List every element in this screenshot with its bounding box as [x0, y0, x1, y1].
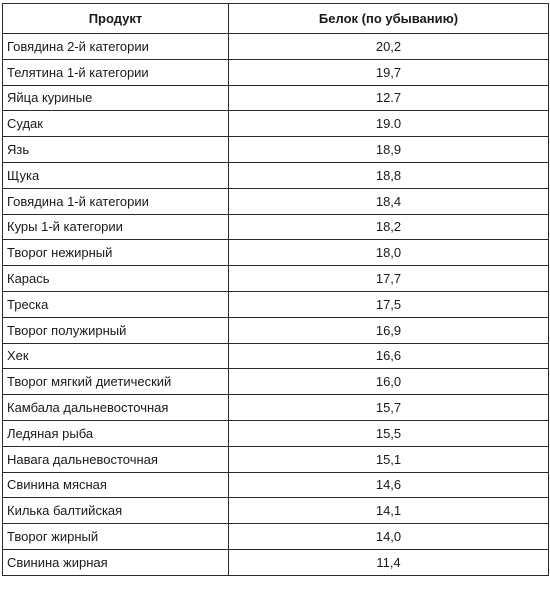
product-name-cell: Килька балтийская — [3, 498, 229, 524]
table-row — [3, 266, 549, 292]
table-row — [3, 395, 549, 421]
table-row — [3, 317, 549, 343]
table-row — [3, 34, 549, 60]
table-row — [3, 343, 549, 369]
protein-value-cell: 20,2 — [229, 34, 549, 60]
protein-value-cell: 19.0 — [229, 111, 549, 137]
product-name-cell: Творог нежирный — [3, 240, 229, 266]
table-row — [3, 472, 549, 498]
product-name-cell: Щука — [3, 162, 229, 188]
product-name-cell: Говядина 1-й категории — [3, 188, 229, 214]
protein-value-cell: 18,8 — [229, 162, 549, 188]
protein-value-cell: 14,0 — [229, 524, 549, 550]
product-name-cell: Творог мягкий диетический — [3, 369, 229, 395]
product-name-cell: Творог жирный — [3, 524, 229, 550]
product-name-cell: Куры 1-й категории — [3, 214, 229, 240]
product-name-cell: Хек — [3, 343, 229, 369]
protein-value-cell: 17,7 — [229, 266, 549, 292]
product-name-cell: Творог полужирный — [3, 317, 229, 343]
column-header-protein: Белок (по убыванию) — [229, 4, 549, 34]
product-name-cell: Ледяная рыба — [3, 420, 229, 446]
product-name-cell: Камбала дальневосточная — [3, 395, 229, 421]
table-row — [3, 85, 549, 111]
table-row — [3, 111, 549, 137]
protein-table — [2, 3, 549, 576]
product-name-cell: Свинина мясная — [3, 472, 229, 498]
product-name-cell: Говядина 2-й категории — [3, 34, 229, 60]
product-name-cell: Телятина 1-й категории — [3, 59, 229, 85]
protein-value-cell: 11,4 — [229, 549, 549, 575]
protein-value-cell: 14,6 — [229, 472, 549, 498]
product-name-cell: Язь — [3, 137, 229, 163]
header-row — [3, 4, 549, 34]
table-row — [3, 188, 549, 214]
table-row — [3, 420, 549, 446]
product-name-cell: Навага дальневосточная — [3, 446, 229, 472]
table-row — [3, 214, 549, 240]
product-name-cell: Треска — [3, 291, 229, 317]
protein-value-cell: 15,5 — [229, 420, 549, 446]
table-row — [3, 369, 549, 395]
protein-value-cell: 16,9 — [229, 317, 549, 343]
product-name-cell: Свинина жирная — [3, 549, 229, 575]
product-name-cell: Карась — [3, 266, 229, 292]
protein-value-cell: 17,5 — [229, 291, 549, 317]
protein-value-cell: 18,4 — [229, 188, 549, 214]
protein-value-cell: 12.7 — [229, 85, 549, 111]
table-row — [3, 162, 549, 188]
column-header-product: Продукт — [3, 4, 229, 34]
protein-value-cell: 14,1 — [229, 498, 549, 524]
protein-value-cell: 16,0 — [229, 369, 549, 395]
protein-value-cell: 18,9 — [229, 137, 549, 163]
protein-table-container — [2, 3, 548, 576]
table-row — [3, 59, 549, 85]
table-row — [3, 498, 549, 524]
table-body — [3, 34, 549, 576]
table-header — [3, 4, 549, 34]
table-row — [3, 240, 549, 266]
product-name-cell: Яйца куриные — [3, 85, 229, 111]
protein-value-cell: 18,2 — [229, 214, 549, 240]
table-row — [3, 137, 549, 163]
table-row — [3, 291, 549, 317]
table-row — [3, 524, 549, 550]
protein-value-cell: 19,7 — [229, 59, 549, 85]
protein-value-cell: 18,0 — [229, 240, 549, 266]
protein-value-cell: 15,1 — [229, 446, 549, 472]
product-name-cell: Судак — [3, 111, 229, 137]
table-row — [3, 446, 549, 472]
protein-value-cell: 15,7 — [229, 395, 549, 421]
table-row — [3, 549, 549, 575]
protein-value-cell: 16,6 — [229, 343, 549, 369]
